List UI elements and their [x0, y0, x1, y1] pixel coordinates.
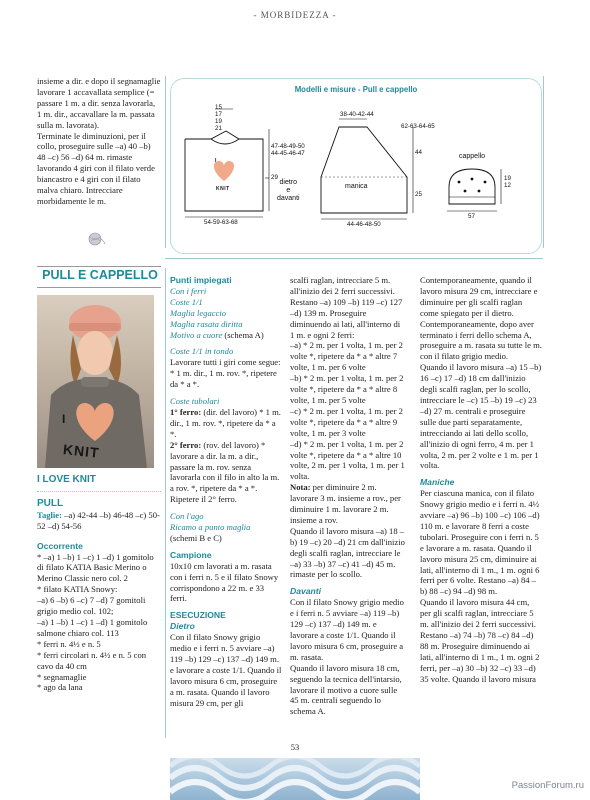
sleeves-heading: Maniche — [420, 477, 455, 488]
stitches-list: Con i ferri Coste 1/1 Maglia legaccio Maglia rasata diritta Motivo a cuore — [170, 285, 243, 340]
column-rule — [165, 268, 166, 738]
pull-heading: PULL — [37, 497, 64, 509]
needle-schema-ref: (schemi B e C) — [170, 532, 222, 543]
front-label: dietro e davanti — [277, 179, 300, 202]
tubular-ribbing-heading: Coste tubolari — [170, 396, 220, 407]
sleeves-text: Per ciascuna manica, con il filato Snowy grigio medio e i ferri n. 4½ avviare –a) 96 –b) 100 –c) 106 –d) 110 m. e lavorare 8 ferri a coste tubolari. Proseguire con i ferri n. 5 e lavorare a m. rasata. Quando il lavoro misura 25 cm, diminuire ai lati, all'interno di 1 m., 1 m. ogni 6 ferri per 6 volte. Restano –a) 84 –b) 88 –c) 94 –d) 98 m. Quando il lavoro misura 44 cm, per gli scalfi raglan, intrecciare 5 m. all'inizio dei 2 ferri successivi. Restano –a) 74 –b) 78 –c) 84 –d) 88 m. Proseguire diminuendo ai lati, all'interno di 1 m., 1 m. ogni 2 ferri, per –a) 30 –b) 32 –c) 33 –d) 35 volte. Quando il lavoro misura — [420, 488, 540, 684]
divider — [37, 491, 161, 492]
model-illustration — [37, 295, 154, 468]
note-label: Nota: — [290, 482, 311, 493]
sleeves-column — [420, 275, 542, 685]
stitches-column — [170, 275, 282, 709]
front-continued-text: Contemporaneamente, quando il lavoro misura 29 cm, intrecciare e diminuire per gli scalfi raglan come spiegato per il dietro. Contemporaneamente, dopo aver terminato i ferri dello schema A, proseguire a m. rasata su tutte le m. con il filato grigio medio. Quando il lavoro misura –a) 15 –b) 16 –c) 17 –d) 18 cm dall'inizio degli scalfi raglan, per lo scollo, intrecciare le –c) 15 –b) 19 –c) 23 –d) 27 m. centrali e proseguire sulle due parti separatamente, intrecciando ai lati dello scollo, all'inizio di ogni ferro, 4 m. per 1 volta, 2 m. per 2 volte e 1 m. per 1 volta. — [420, 275, 542, 471]
stitches-heading: Punti impiegati — [170, 275, 232, 285]
hat-label: cappello — [459, 153, 486, 160]
hat-side-dims: 19 12 — [504, 175, 511, 189]
note-text: per diminuire 2 m. lavorare 3 m. insieme a rov., per diminuire 1 m. lavorare 2 m. insieme a rov. Quando il lavoro misura –a) 18 –b) 19 –c) 20 –d) 21 cm dall'inizio degli scalfi raglan, intrecciare le –a) 33 –b) 37 –c) 41 –d) 45 m. rimaste per lo scollo. — [290, 482, 405, 580]
needle-heading: Con l'ago — [170, 511, 204, 522]
page-title: PULL E CAPPELLO — [42, 268, 158, 282]
model-photo — [37, 295, 154, 468]
gauge-heading: Campione — [170, 549, 212, 560]
sleeve-bottom-dim: 44-46-48-50 — [347, 221, 381, 228]
stitches-schema-ref: (schema A) — [222, 329, 264, 340]
photo-letter-i: I — [62, 412, 66, 426]
intro-column — [37, 76, 161, 207]
back-continued-column — [290, 275, 406, 717]
sizes-value: –a) 42-44 –b) 46-48 –c) 50-52 –d) 54-56 — [37, 509, 160, 531]
front-heading: Davanti — [290, 586, 322, 597]
row2-text: (rov. del lavoro) * lavorare a dir. la m. a dir., passare la m. rov. senza lavorarla con il filo in alto la m. a rov. *, ripetere da * a *. Ripetere il 2° ferro. — [170, 439, 280, 505]
motif-knit: KNIT — [216, 186, 230, 192]
column-rule — [165, 258, 543, 259]
gauge-text: 10x10 cm lavorati a m. rasata con i ferri n. 5 e il filato Snowy corrispondono a 22 m. e 33 ferri. — [170, 560, 279, 604]
subtitle-i-love-knit: I LOVE KNIT — [37, 474, 96, 485]
yarn-ball-icon — [88, 232, 106, 246]
materials-heading: Occorrente — [37, 540, 83, 551]
back-text: Con il filato Snowy grigio medio e i ferri n. 5 avviare –a) 119 –b) 129 –c) 137 –d) 149 m. e lavorare a coste 1/1. Quando il lavoro misura 6 cm, proseguire a m. rasata. Quando il lavoro misura 29 cm, per gli — [170, 632, 282, 708]
front-bottom-dim: 54-59-63-68 — [204, 219, 238, 226]
running-header: - MORBIDEZZA - — [253, 10, 337, 20]
front-side-dims: 47-48-49-50 44-45-46-47 — [271, 143, 305, 157]
column-rule — [165, 76, 166, 248]
sizes-label: Taglie: — [37, 509, 62, 520]
front-top-dims: 15 17 19 21 — [215, 104, 222, 132]
row1-label: 1° ferro: — [170, 406, 202, 417]
cable-knit-pattern — [170, 758, 420, 800]
motif-letter-i: I — [215, 158, 217, 164]
execution-heading: ESECUZIONE — [170, 610, 226, 621]
sleeve-top-dim: 38-40-42-44 — [340, 111, 374, 118]
back-heading: Dietro — [170, 621, 195, 632]
row2-label: 2° ferro: — [170, 439, 202, 450]
hat-bottom-dim: 57 — [468, 213, 475, 220]
materials-column — [37, 475, 161, 693]
needle-text: Ricamo a punto maglia — [170, 522, 251, 533]
front-mid-dim: 29 — [271, 174, 278, 181]
photo-knit-text: KNIT — [62, 441, 101, 461]
knit-texture-image — [170, 758, 420, 800]
sleeve-side-mid-dim: 44 — [415, 149, 422, 156]
intro-text: insieme a dir. e dopo il segnamaglie lavorare 1 accavallata semplice (= passare 1 m. a dir. senza lavorarla, 1 m. dir., accavallare la m. passata sulla m. lavorata). Terminate le diminuzioni, per il collo, proseguire sulle –a) 40 –b) 48 –c) 56 –d) 64 m. rimaste lavorando 4 giri con il filato verde biancastro e 4 giri con il filato malva chiaro. Intrecciare morbidamente le m. — [37, 76, 161, 206]
ribbing-round-heading: Coste 1/1 in tondo — [170, 346, 234, 357]
back-continued-text: scalfi raglan, intrecciare 5 m. all'inizio dei 2 ferri successivi. Restano –a) 109 –b) 119 –c) 127 –d) 139 m. Proseguire diminuendo ai lati, all'interno di 1 m. e ogni 2 ferri: –a) * 2 m. per 1 volta, 1 m. per 2 volte *, ripetere da * a * altre 7 volte, 1 m. per 6 volte –b) * 2 m. per 1 volta, 1 m. per 2 volte *, ripetere da * a * altre 8 volte, 1 m. per 5 volte –c) * 2 m. per 1 volta, 1 m. per 2 volte *, ripetere da * a * altre 9 volte, 1 m. per 3 volte –d) * 2 m. per 1 volta, 1 m. per 2 volte *, ripetere da * a * altre 10 volte, 2 m. per 1 volta, 1 m. per 1 volta. — [290, 275, 405, 482]
front-text: Con il filato Snowy grigio medio e i ferri n. 5 avviare –a) 119 –b) 129 –c) 137 –d) 149 m. e lavorare a coste 1/1. Quando il lavoro misura 6 cm, proseguire a m. rasata. Quando il lavoro misura 18 cm, seguendo la tecnica dell'intarsio, lavorare il motivo a cuore sulle 45 m. centrali seguendo lo schema A. — [290, 597, 404, 717]
diagram-title: Modelli e misure - Pull e cappello — [294, 85, 418, 94]
materials-text: * –a) 1 –b) 1 –c) 1 –d) 1 gomitolo di filato KATIA Basic Merino o Merino Classic nero col. 2 * filato KATIA Snowy: –a) 6 –b) 6 –c) 7 –d) 7 gomitoli grigio medio col. 102; –a) 1 –b) 1 –c) 1 –d) 1 gomitolo salmone chiaro col. 113 * ferri n. 4½ e n. 5 * ferri circolari n. 4½ e n. 5 con cavo da 40 cm * segnamaglie * ago da lana — [37, 551, 154, 693]
watermark: PassionForum.ru — [511, 780, 584, 791]
sleeve-label: manica — [345, 183, 368, 190]
page-number: 53 — [290, 742, 300, 752]
sleeve-side-bottom-dim: 25 — [415, 191, 422, 198]
pattern-diagram — [170, 78, 542, 254]
row1-text: (dir. del lavoro) * 1 m. dir., 1 m. rov. *, ripetere da * a *. — [170, 406, 281, 439]
column-rule — [543, 76, 544, 248]
ribbing-round-text: Lavorare tutti i giri come segue: * 1 m. dir., 1 m. rov. *, ripetere da * a *. — [170, 357, 281, 390]
sleeve-side-top-dim: 62-63-64-65 — [401, 123, 435, 130]
